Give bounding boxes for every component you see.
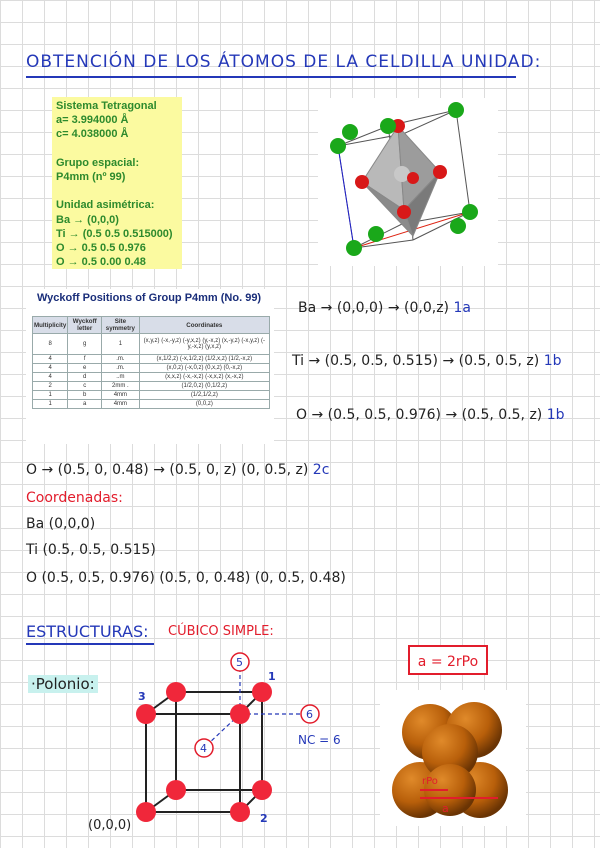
equation-ti <box>292 353 562 369</box>
table-cell: d <box>68 373 102 382</box>
table-row <box>33 382 270 391</box>
table-row <box>33 355 270 364</box>
info-line: c= 4.038000 Å <box>56 128 129 141</box>
arrow-icon: → <box>308 353 321 369</box>
info-line: Sistema Tetragonal <box>56 100 157 112</box>
neighbor-label-5: 5 <box>236 656 243 669</box>
atom-label: Ba <box>298 300 317 316</box>
table-cell: 4mm <box>102 400 140 409</box>
table-cell: a <box>68 400 102 409</box>
page-title: OBTENCIÓN DE LOS ÁTOMOS DE LA CELDILLA UNIDAD: <box>26 52 542 72</box>
wyckoff-header: Multiplicity <box>33 317 68 334</box>
arrow-icon: → <box>311 407 324 423</box>
arrow-icon: → <box>445 407 458 423</box>
info-line: Ba → (0,0,0) <box>56 213 119 226</box>
table-cell: (x,y,z) (-x,-y,z) (-y,x,z) (y,-x,z) (x,-y,z) (-x,y,z) (-y,-x,z) (y,x,z) <box>139 334 269 355</box>
formula-box: a = 2rPo <box>408 645 488 675</box>
wyckoff-site: 2c <box>312 462 330 478</box>
table-cell: (x,0,z) (-x,0,z) (0,x,z) (0,-x,z) <box>139 364 269 373</box>
table-cell: ..m <box>102 373 140 382</box>
table-cell: (1/2,0,z) (0,1/2,z) <box>139 382 269 391</box>
cube-label-2: 2 <box>260 812 268 825</box>
table-row <box>33 373 270 382</box>
table-row <box>33 400 270 409</box>
general-position: (0,0,z) <box>404 300 450 316</box>
arrow-icon: → <box>442 353 455 369</box>
table-cell: f <box>68 355 102 364</box>
wyckoff-site: 1b <box>546 407 565 423</box>
structure-type: CÚBICO SIMPLE: <box>168 624 274 639</box>
info-line: P4mm (nº 99) <box>56 171 126 184</box>
neighbor-label-6: 6 <box>306 708 313 721</box>
crystal-structure-illustration <box>318 98 498 266</box>
atom-label: O <box>26 462 38 478</box>
polonium-spheres-image <box>380 690 526 826</box>
atom-position: (0.5, 0.5, 0.976) <box>327 407 442 423</box>
table-cell: 4 <box>33 355 68 364</box>
atom-label: Ti <box>292 353 305 369</box>
title-underline <box>26 76 516 78</box>
info-line: O → 0.5 0.00 0.48 <box>56 256 146 269</box>
table-row <box>33 391 270 400</box>
coordinates-title: Coordenadas: <box>26 490 123 506</box>
equation-o2 <box>26 462 329 478</box>
table-cell: g <box>68 334 102 355</box>
table-cell: 8 <box>33 334 68 355</box>
table-cell: e <box>68 364 102 373</box>
table-cell: 2mm . <box>102 382 140 391</box>
coordination-number: NC = 6 <box>298 733 341 747</box>
arrow-icon: → <box>41 462 54 478</box>
coordinate-line: Ba (0,0,0) <box>26 516 96 532</box>
table-cell: 1 <box>33 400 68 409</box>
coordinate-line: O (0.5, 0.5, 0.976) (0.5, 0, 0.48) (0, 0.5, 0.48) <box>26 570 346 586</box>
structures-underline <box>26 643 154 645</box>
info-line: a= 3.994000 Å <box>56 114 129 127</box>
crystal-structure-image <box>318 98 498 266</box>
crystal-info-box <box>52 97 182 269</box>
neighbor-label-4: 4 <box>200 742 207 755</box>
example-label: ·Polonio: <box>28 675 98 693</box>
atom-label: O <box>296 407 308 423</box>
table-cell: .m. <box>102 355 140 364</box>
table-row <box>33 364 270 373</box>
table-cell: 1 <box>102 334 140 355</box>
wyckoff-header: Site symmetry <box>102 317 140 334</box>
general-position: (0.5, 0.5, z) <box>458 353 540 369</box>
wyckoff-site: 1b <box>543 353 562 369</box>
table-cell: (1/2,1/2,z) <box>139 391 269 400</box>
coordinate-line: Ti (0.5, 0.5, 0.515) <box>26 542 156 558</box>
general-position: (0.5, 0.5, z) <box>461 407 543 423</box>
table-cell: 4 <box>33 373 68 382</box>
wyckoff-header: Coordinates <box>139 317 269 334</box>
table-cell: (0,0,z) <box>139 400 269 409</box>
wyckoff-header: Wyckoff letter <box>68 317 102 334</box>
table-cell: .m. <box>102 364 140 373</box>
equation-ba <box>298 300 471 316</box>
table-cell: 4 <box>33 364 68 373</box>
info-line: Unidad asimétrica: <box>56 199 155 212</box>
info-line: Grupo espacial: <box>56 156 140 169</box>
table-cell: (x,1/2,z) (-x,1/2,z) (1/2,x,z) (1/2,-x,z) <box>139 355 269 364</box>
table-cell: 2 <box>33 382 68 391</box>
polonium-packing-illustration <box>380 690 526 826</box>
radius-label: rPo <box>422 776 438 787</box>
structures-title: ESTRUCTURAS: <box>26 622 149 641</box>
table-cell: 1 <box>33 391 68 400</box>
arrow-icon: → <box>387 300 400 316</box>
atom-position: (0.5, 0.5, 0.515) <box>324 353 438 369</box>
table-cell: (x,x,z) (-x,-x,z) (-x,x,z) (x,-x,z) <box>139 373 269 382</box>
table-cell: c <box>68 382 102 391</box>
info-line <box>56 184 178 198</box>
arrow-icon: → <box>153 462 165 478</box>
info-line: Ti → (0.5 0.5 0.515000) <box>56 227 173 240</box>
table-row <box>33 334 270 355</box>
wyckoff-title: Wyckoff Positions of Group P4mm (No. 99) <box>37 292 262 304</box>
wyckoff-table <box>32 316 270 409</box>
atom-position: (0.5, 0, 0.48) <box>57 462 149 478</box>
atom-position: (0,0,0) <box>336 300 384 316</box>
info-line: O → 0.5 0.5 0.976 <box>56 242 146 255</box>
wyckoff-site: 1a <box>453 300 471 316</box>
cube-label-1: 1 <box>268 670 276 683</box>
origin-label: (0,0,0) <box>88 818 132 833</box>
table-cell: b <box>68 391 102 400</box>
cube-label-3: 3 <box>138 690 146 703</box>
edge-label: a <box>442 802 449 815</box>
info-line <box>56 142 178 156</box>
table-cell: 4mm <box>102 391 140 400</box>
arrow-icon: → <box>320 300 333 316</box>
equation-o1 <box>296 407 565 423</box>
general-position: (0.5, 0, z) (0, 0.5, z) <box>169 462 309 478</box>
